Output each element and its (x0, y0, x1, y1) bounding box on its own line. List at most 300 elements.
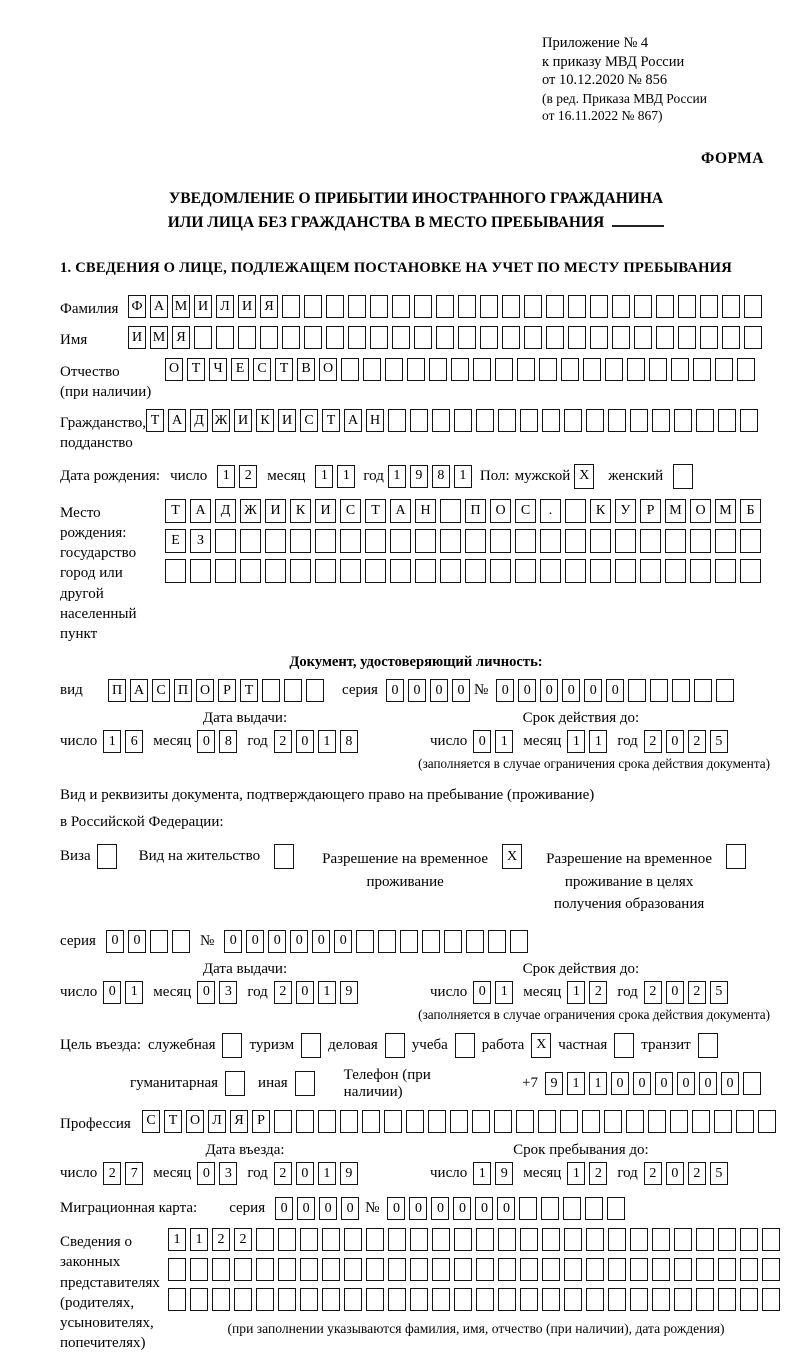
char-cell[interactable] (344, 1258, 362, 1281)
char-cell[interactable] (240, 529, 261, 553)
representatives-row-2[interactable] (168, 1258, 784, 1281)
char-cell[interactable]: В (297, 358, 315, 381)
char-cell[interactable] (340, 1110, 358, 1133)
char-cell[interactable] (590, 559, 611, 583)
phone-cells[interactable] (545, 1072, 765, 1095)
char-cell[interactable] (385, 358, 403, 381)
char-cell[interactable] (586, 409, 604, 432)
char-cell[interactable] (165, 559, 186, 583)
stay-year-cells[interactable] (644, 1162, 732, 1185)
char-cell[interactable] (476, 1228, 494, 1251)
char-cell[interactable] (168, 1258, 186, 1281)
char-cell[interactable] (436, 295, 454, 318)
char-cell[interactable] (690, 529, 711, 553)
char-cell[interactable] (541, 1197, 559, 1220)
char-cell[interactable]: Т (240, 679, 258, 702)
female-checkbox[interactable] (673, 464, 693, 489)
char-cell[interactable]: И (194, 295, 212, 318)
char-cell[interactable]: А (150, 295, 168, 318)
char-cell[interactable]: 1 (567, 1162, 585, 1185)
char-cell[interactable]: 0 (540, 679, 558, 702)
temp-residence-education-checkbox[interactable] (726, 844, 746, 869)
purpose-study-checkbox[interactable] (455, 1033, 475, 1058)
male-checkbox[interactable]: X (574, 464, 594, 489)
char-cell[interactable]: А (344, 409, 362, 432)
char-cell[interactable]: 0 (666, 1162, 684, 1185)
char-cell[interactable] (216, 326, 234, 349)
char-cell[interactable] (652, 409, 670, 432)
char-cell[interactable]: 1 (315, 465, 333, 488)
char-cell[interactable] (520, 1288, 538, 1311)
char-cell[interactable] (560, 1110, 578, 1133)
char-cell[interactable]: 2 (589, 981, 607, 1004)
char-cell[interactable] (540, 529, 561, 553)
char-cell[interactable]: Р (640, 499, 661, 523)
representatives-row-3[interactable] (168, 1288, 784, 1311)
char-cell[interactable] (694, 679, 712, 702)
char-cell[interactable] (444, 930, 462, 953)
char-cell[interactable] (400, 930, 418, 953)
char-cell[interactable] (564, 1228, 582, 1251)
char-cell[interactable]: М (665, 499, 686, 523)
issue-year-cells[interactable] (274, 730, 362, 753)
char-cell[interactable] (520, 409, 538, 432)
char-cell[interactable] (564, 1288, 582, 1311)
char-cell[interactable]: А (190, 499, 211, 523)
char-cell[interactable] (502, 326, 520, 349)
entry-day-cells[interactable] (103, 1162, 147, 1185)
char-cell[interactable]: 1 (454, 465, 472, 488)
char-cell[interactable]: 1 (125, 981, 143, 1004)
char-cell[interactable]: С (142, 1110, 160, 1133)
char-cell[interactable] (634, 295, 652, 318)
char-cell[interactable] (740, 1288, 758, 1311)
char-cell[interactable] (407, 358, 425, 381)
char-cell[interactable]: 1 (103, 730, 121, 753)
doc-type-cells[interactable] (108, 679, 328, 702)
purpose-transit-checkbox[interactable] (698, 1033, 718, 1058)
char-cell[interactable]: 9 (495, 1162, 513, 1185)
char-cell[interactable]: 0 (452, 679, 470, 702)
char-cell[interactable] (340, 529, 361, 553)
char-cell[interactable]: 8 (219, 730, 237, 753)
char-cell[interactable]: 1 (473, 1162, 491, 1185)
char-cell[interactable] (538, 1110, 556, 1133)
char-cell[interactable]: 0 (475, 1197, 493, 1220)
char-cell[interactable]: 2 (644, 981, 662, 1004)
char-cell[interactable] (256, 1258, 274, 1281)
purpose-humanitarian-checkbox[interactable] (225, 1071, 245, 1096)
char-cell[interactable] (476, 409, 494, 432)
char-cell[interactable] (388, 1228, 406, 1251)
char-cell[interactable] (692, 1110, 710, 1133)
char-cell[interactable] (665, 559, 686, 583)
char-cell[interactable] (722, 326, 740, 349)
char-cell[interactable]: 1 (318, 981, 336, 1004)
doc-number-cells[interactable] (496, 679, 738, 702)
char-cell[interactable]: 0 (655, 1072, 673, 1095)
char-cell[interactable] (392, 326, 410, 349)
char-cell[interactable]: П (465, 499, 486, 523)
char-cell[interactable] (590, 326, 608, 349)
char-cell[interactable] (670, 1110, 688, 1133)
char-cell[interactable] (234, 1258, 252, 1281)
char-cell[interactable] (762, 1288, 780, 1311)
char-cell[interactable] (563, 1197, 581, 1220)
char-cell[interactable] (542, 1288, 560, 1311)
char-cell[interactable] (718, 1228, 736, 1251)
citizenship-cells[interactable] (146, 409, 762, 432)
char-cell[interactable] (476, 1288, 494, 1311)
char-cell[interactable]: 0 (246, 930, 264, 953)
char-cell[interactable]: И (128, 326, 146, 349)
char-cell[interactable] (344, 1228, 362, 1251)
char-cell[interactable]: О (165, 358, 183, 381)
char-cell[interactable] (388, 1288, 406, 1311)
char-cell[interactable]: 0 (296, 1162, 314, 1185)
issue-month-cells[interactable] (197, 730, 241, 753)
char-cell[interactable] (315, 529, 336, 553)
char-cell[interactable]: 0 (197, 1162, 215, 1185)
char-cell[interactable] (488, 930, 506, 953)
char-cell[interactable] (454, 1228, 472, 1251)
char-cell[interactable] (674, 1288, 692, 1311)
char-cell[interactable] (608, 1228, 626, 1251)
char-cell[interactable] (718, 1288, 736, 1311)
char-cell[interactable] (737, 358, 755, 381)
char-cell[interactable] (564, 1258, 582, 1281)
char-cell[interactable] (648, 1110, 666, 1133)
char-cell[interactable]: 0 (430, 679, 448, 702)
char-cell[interactable] (582, 1110, 600, 1133)
char-cell[interactable] (494, 1110, 512, 1133)
char-cell[interactable] (296, 1110, 314, 1133)
char-cell[interactable] (265, 529, 286, 553)
char-cell[interactable] (762, 1228, 780, 1251)
char-cell[interactable] (510, 930, 528, 953)
migration-number-cells[interactable] (387, 1197, 629, 1220)
char-cell[interactable]: 0 (386, 679, 404, 702)
char-cell[interactable]: Т (365, 499, 386, 523)
char-cell[interactable] (194, 326, 212, 349)
char-cell[interactable] (740, 559, 761, 583)
char-cell[interactable] (415, 559, 436, 583)
char-cell[interactable]: Ж (212, 409, 230, 432)
char-cell[interactable] (365, 529, 386, 553)
char-cell[interactable]: 0 (319, 1197, 337, 1220)
char-cell[interactable] (234, 1288, 252, 1311)
char-cell[interactable] (168, 1288, 186, 1311)
issue-year-cells[interactable] (274, 981, 362, 1004)
char-cell[interactable]: А (168, 409, 186, 432)
char-cell[interactable] (256, 1288, 274, 1311)
char-cell[interactable]: А (390, 499, 411, 523)
char-cell[interactable] (215, 559, 236, 583)
residence-series-cells[interactable] (106, 930, 194, 953)
char-cell[interactable] (366, 1258, 384, 1281)
char-cell[interactable]: 2 (274, 730, 292, 753)
char-cell[interactable] (498, 1228, 516, 1251)
char-cell[interactable]: 0 (106, 930, 124, 953)
char-cell[interactable]: 0 (611, 1072, 629, 1095)
char-cell[interactable] (590, 529, 611, 553)
char-cell[interactable]: 2 (103, 1162, 121, 1185)
char-cell[interactable] (429, 358, 447, 381)
char-cell[interactable]: 0 (677, 1072, 695, 1095)
char-cell[interactable] (627, 358, 645, 381)
char-cell[interactable]: Т (275, 358, 293, 381)
purpose-business-checkbox[interactable] (385, 1033, 405, 1058)
char-cell[interactable] (300, 1228, 318, 1251)
char-cell[interactable] (715, 358, 733, 381)
valid-day-cells[interactable] (473, 981, 517, 1004)
char-cell[interactable]: 2 (644, 1162, 662, 1185)
char-cell[interactable] (498, 409, 516, 432)
stay-day-cells[interactable] (473, 1162, 517, 1185)
char-cell[interactable] (758, 1110, 776, 1133)
char-cell[interactable] (744, 326, 762, 349)
char-cell[interactable] (370, 295, 388, 318)
char-cell[interactable]: М (150, 326, 168, 349)
char-cell[interactable]: 2 (688, 730, 706, 753)
birth-place-row-3[interactable] (165, 559, 765, 583)
char-cell[interactable] (212, 1288, 230, 1311)
char-cell[interactable] (650, 679, 668, 702)
char-cell[interactable] (414, 326, 432, 349)
char-cell[interactable] (304, 326, 322, 349)
char-cell[interactable] (561, 358, 579, 381)
char-cell[interactable]: Б (740, 499, 761, 523)
purpose-other-checkbox[interactable] (295, 1071, 315, 1096)
char-cell[interactable] (326, 326, 344, 349)
char-cell[interactable] (615, 529, 636, 553)
char-cell[interactable] (278, 1288, 296, 1311)
char-cell[interactable] (414, 295, 432, 318)
char-cell[interactable] (190, 1258, 208, 1281)
char-cell[interactable] (565, 529, 586, 553)
char-cell[interactable] (290, 529, 311, 553)
char-cell[interactable] (390, 559, 411, 583)
birth-place-row-1[interactable] (165, 499, 765, 523)
char-cell[interactable] (256, 1228, 274, 1251)
char-cell[interactable] (341, 358, 359, 381)
char-cell[interactable]: К (290, 499, 311, 523)
char-cell[interactable]: 1 (190, 1228, 208, 1251)
char-cell[interactable]: 2 (234, 1228, 252, 1251)
char-cell[interactable]: Я (230, 1110, 248, 1133)
char-cell[interactable]: 1 (567, 981, 585, 1004)
char-cell[interactable] (612, 326, 630, 349)
char-cell[interactable] (652, 1228, 670, 1251)
char-cell[interactable] (472, 1110, 490, 1133)
char-cell[interactable] (585, 1197, 603, 1220)
char-cell[interactable]: 2 (589, 1162, 607, 1185)
valid-year-cells[interactable] (644, 981, 732, 1004)
char-cell[interactable] (348, 326, 366, 349)
char-cell[interactable] (238, 326, 256, 349)
char-cell[interactable]: И (278, 409, 296, 432)
char-cell[interactable] (451, 358, 469, 381)
entry-month-cells[interactable] (197, 1162, 241, 1185)
char-cell[interactable] (480, 326, 498, 349)
char-cell[interactable]: 0 (496, 679, 514, 702)
char-cell[interactable] (282, 295, 300, 318)
char-cell[interactable]: П (108, 679, 126, 702)
char-cell[interactable] (356, 930, 374, 953)
char-cell[interactable] (718, 1258, 736, 1281)
char-cell[interactable]: 0 (128, 930, 146, 953)
char-cell[interactable] (656, 295, 674, 318)
char-cell[interactable]: С (152, 679, 170, 702)
char-cell[interactable] (652, 1258, 670, 1281)
char-cell[interactable] (520, 1258, 538, 1281)
char-cell[interactable]: 9 (545, 1072, 563, 1095)
purpose-official-checkbox[interactable] (222, 1033, 242, 1058)
char-cell[interactable]: 0 (312, 930, 330, 953)
char-cell[interactable] (700, 295, 718, 318)
char-cell[interactable] (415, 529, 436, 553)
char-cell[interactable]: 0 (296, 981, 314, 1004)
char-cell[interactable]: 0 (497, 1197, 515, 1220)
char-cell[interactable]: М (715, 499, 736, 523)
char-cell[interactable]: Н (366, 409, 384, 432)
char-cell[interactable]: О (319, 358, 337, 381)
char-cell[interactable]: Т (187, 358, 205, 381)
char-cell[interactable] (410, 1228, 428, 1251)
char-cell[interactable] (630, 409, 648, 432)
char-cell[interactable]: 0 (387, 1197, 405, 1220)
char-cell[interactable]: Н (415, 499, 436, 523)
char-cell[interactable] (432, 1288, 450, 1311)
surname-cells[interactable] (128, 295, 766, 318)
char-cell[interactable]: К (256, 409, 274, 432)
issue-day-cells[interactable] (103, 730, 147, 753)
char-cell[interactable]: Р (252, 1110, 270, 1133)
char-cell[interactable] (515, 529, 536, 553)
char-cell[interactable]: 1 (217, 465, 235, 488)
char-cell[interactable] (608, 409, 626, 432)
char-cell[interactable] (722, 295, 740, 318)
char-cell[interactable]: 1 (388, 465, 406, 488)
char-cell[interactable] (315, 559, 336, 583)
char-cell[interactable] (365, 559, 386, 583)
char-cell[interactable] (454, 1258, 472, 1281)
char-cell[interactable]: 0 (297, 1197, 315, 1220)
residence-number-cells[interactable] (224, 930, 532, 953)
char-cell[interactable] (406, 1110, 424, 1133)
char-cell[interactable] (473, 358, 491, 381)
char-cell[interactable]: 5 (710, 730, 728, 753)
char-cell[interactable] (700, 326, 718, 349)
char-cell[interactable] (693, 358, 711, 381)
migration-series-cells[interactable] (275, 1197, 363, 1220)
char-cell[interactable] (740, 1228, 758, 1251)
profession-cells[interactable] (142, 1110, 780, 1133)
char-cell[interactable] (458, 326, 476, 349)
char-cell[interactable]: 0 (699, 1072, 717, 1095)
char-cell[interactable]: 0 (197, 730, 215, 753)
char-cell[interactable]: А (130, 679, 148, 702)
char-cell[interactable]: 2 (644, 730, 662, 753)
char-cell[interactable]: 7 (125, 1162, 143, 1185)
char-cell[interactable] (362, 1110, 380, 1133)
char-cell[interactable] (519, 1197, 537, 1220)
char-cell[interactable] (502, 295, 520, 318)
birth-place-row-2[interactable] (165, 529, 765, 553)
char-cell[interactable] (440, 529, 461, 553)
char-cell[interactable] (696, 1228, 714, 1251)
char-cell[interactable] (542, 409, 560, 432)
char-cell[interactable] (428, 1110, 446, 1133)
char-cell[interactable] (696, 409, 714, 432)
char-cell[interactable] (586, 1228, 604, 1251)
char-cell[interactable] (490, 559, 511, 583)
char-cell[interactable]: И (265, 499, 286, 523)
char-cell[interactable]: 0 (268, 930, 286, 953)
char-cell[interactable] (743, 1072, 761, 1095)
char-cell[interactable] (304, 295, 322, 318)
char-cell[interactable]: Д (190, 409, 208, 432)
char-cell[interactable]: Е (165, 529, 186, 553)
char-cell[interactable] (363, 358, 381, 381)
char-cell[interactable] (716, 679, 734, 702)
char-cell[interactable]: 0 (666, 981, 684, 1004)
char-cell[interactable] (674, 1228, 692, 1251)
char-cell[interactable]: И (234, 409, 252, 432)
char-cell[interactable] (586, 1288, 604, 1311)
char-cell[interactable]: 0 (518, 679, 536, 702)
char-cell[interactable] (715, 559, 736, 583)
char-cell[interactable] (465, 559, 486, 583)
char-cell[interactable] (340, 559, 361, 583)
char-cell[interactable]: 0 (584, 679, 602, 702)
char-cell[interactable] (458, 295, 476, 318)
doc-series-cells[interactable] (386, 679, 474, 702)
char-cell[interactable]: 0 (408, 679, 426, 702)
birth-year-cells[interactable] (388, 465, 476, 488)
char-cell[interactable] (605, 358, 623, 381)
char-cell[interactable] (422, 930, 440, 953)
char-cell[interactable]: У (615, 499, 636, 523)
char-cell[interactable] (172, 930, 190, 953)
char-cell[interactable] (524, 326, 542, 349)
char-cell[interactable]: 1 (337, 465, 355, 488)
char-cell[interactable] (671, 358, 689, 381)
char-cell[interactable]: 5 (710, 981, 728, 1004)
char-cell[interactable] (565, 499, 586, 523)
char-cell[interactable] (604, 1110, 622, 1133)
char-cell[interactable]: 0 (334, 930, 352, 953)
char-cell[interactable] (740, 1258, 758, 1281)
char-cell[interactable] (388, 409, 406, 432)
char-cell[interactable] (495, 358, 513, 381)
char-cell[interactable]: 0 (473, 730, 491, 753)
char-cell[interactable]: Т (165, 499, 186, 523)
char-cell[interactable] (432, 1258, 450, 1281)
char-cell[interactable] (696, 1258, 714, 1281)
char-cell[interactable] (656, 326, 674, 349)
char-cell[interactable]: О (690, 499, 711, 523)
char-cell[interactable]: 0 (562, 679, 580, 702)
char-cell[interactable] (586, 1258, 604, 1281)
char-cell[interactable] (634, 326, 652, 349)
char-cell[interactable] (665, 529, 686, 553)
char-cell[interactable] (284, 679, 302, 702)
char-cell[interactable] (318, 1110, 336, 1133)
char-cell[interactable]: Д (215, 499, 236, 523)
name-cells[interactable] (128, 326, 766, 349)
char-cell[interactable] (322, 1288, 340, 1311)
